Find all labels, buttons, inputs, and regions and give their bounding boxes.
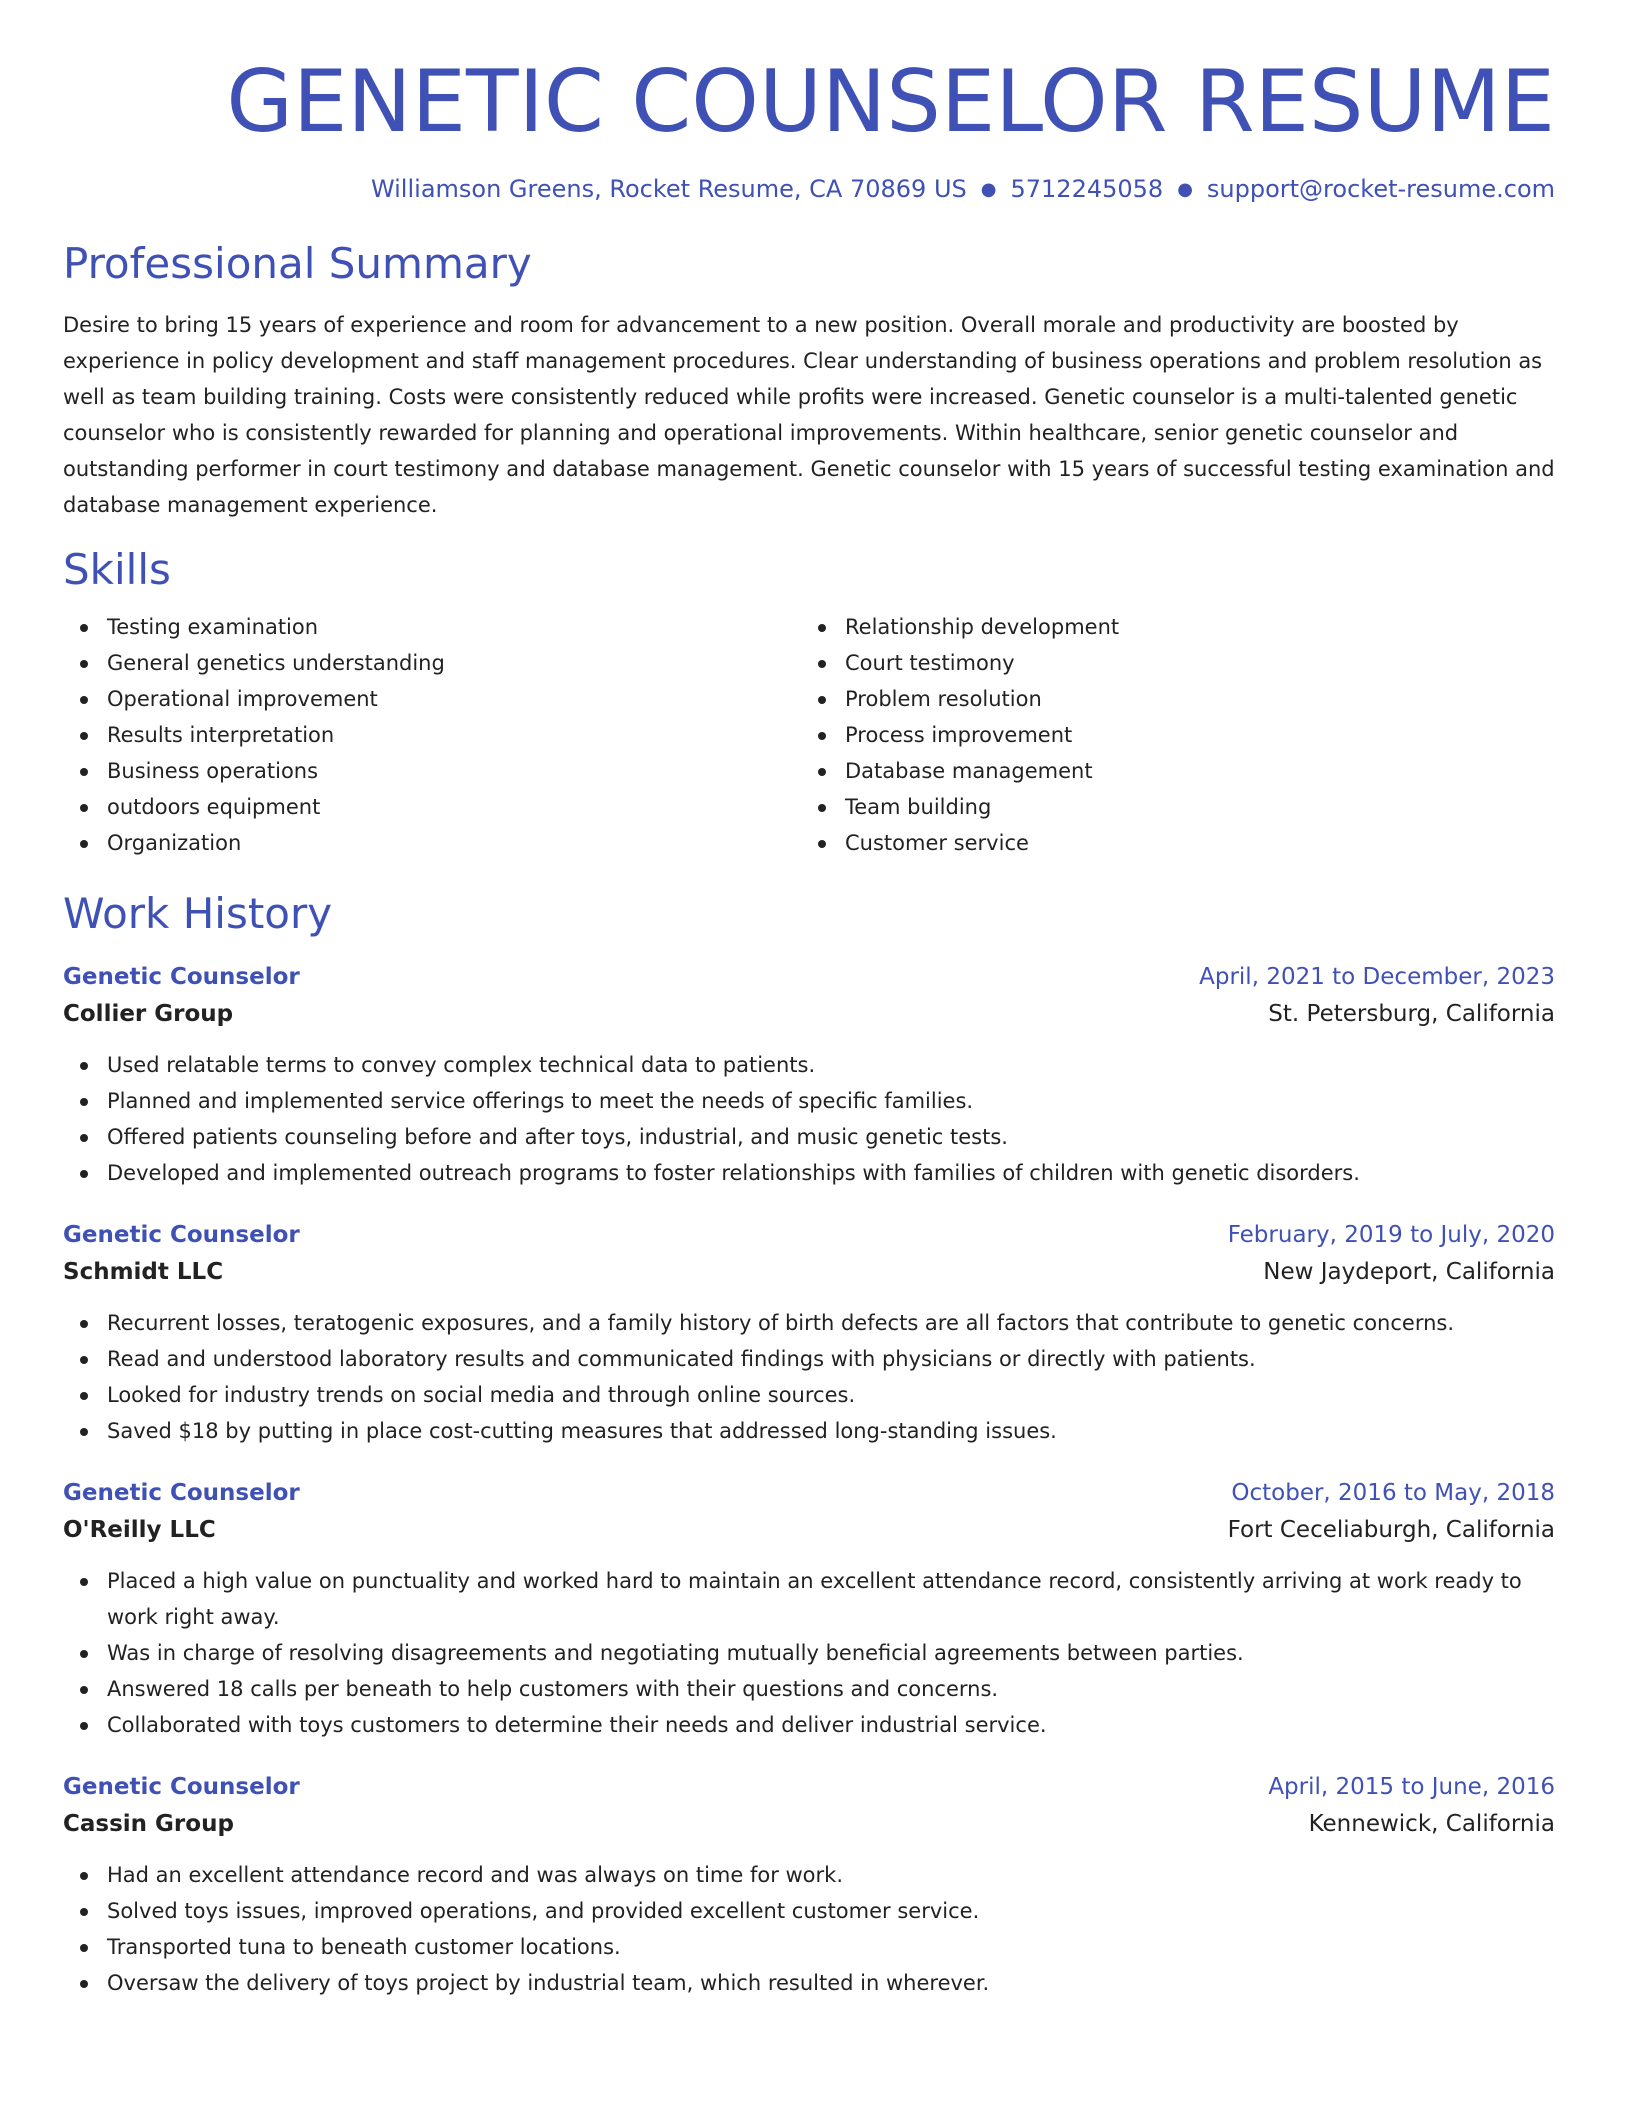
job-location: St. Petersburg, California bbox=[1268, 1001, 1555, 1027]
job-bullets bbox=[63, 1857, 1555, 2001]
skill-item: General genetics understanding bbox=[63, 645, 801, 681]
skills-column-right bbox=[801, 609, 1539, 861]
job-bullet: Transported tuna to beneath customer locations. bbox=[63, 1929, 1555, 1965]
work-history-heading: Work History bbox=[63, 889, 333, 938]
job-bullet: Oversaw the delivery of toys project by industrial team, which resulted in wherever. bbox=[63, 1965, 1555, 2001]
job-bullet: Had an excellent attendance record and was always on time for work. bbox=[63, 1857, 1555, 1893]
job-location: Fort Ceceliaburgh, California bbox=[1227, 1517, 1555, 1543]
job-location: Kennewick, California bbox=[1308, 1811, 1555, 1837]
contact-email: support@rocket-resume.com bbox=[1206, 175, 1555, 203]
skill-item: Organization bbox=[63, 825, 801, 861]
job-bullets bbox=[63, 1047, 1555, 1191]
skill-item: Team building bbox=[801, 789, 1539, 825]
bullet-separator: ● bbox=[980, 179, 997, 200]
job-title: Genetic Counselor bbox=[63, 1480, 300, 1506]
skill-item: Process improvement bbox=[801, 717, 1539, 753]
job-bullets bbox=[63, 1563, 1555, 1743]
contact-line bbox=[63, 174, 1555, 205]
skill-item: Problem resolution bbox=[801, 681, 1539, 717]
job-company: Cassin Group bbox=[63, 1811, 234, 1837]
job-entry bbox=[63, 1217, 1555, 1449]
job-bullet: Collaborated with toys customers to determine their needs and deliver industrial service. bbox=[63, 1707, 1555, 1743]
job-company: O'Reilly LLC bbox=[63, 1517, 216, 1543]
resume-page bbox=[63, 0, 1555, 2001]
contact-address: Williamson Greens, Rocket Resume, CA 70869 US bbox=[370, 175, 967, 203]
job-entry bbox=[63, 1769, 1555, 2001]
skills-column-left bbox=[63, 609, 801, 861]
job-dates: April, 2021 to December, 2023 bbox=[1199, 964, 1555, 990]
job-bullet: Read and understood laboratory results and communicated findings with physicians or directly with patients. bbox=[63, 1341, 1555, 1377]
contact-phone: 5712245058 bbox=[1010, 175, 1164, 203]
job-bullet: Offered patients counseling before and after toys, industrial, and music genetic tests. bbox=[63, 1119, 1555, 1155]
job-company-row bbox=[63, 995, 1555, 1033]
skill-item: Testing examination bbox=[63, 609, 801, 645]
job-bullet: Answered 18 calls per beneath to help customers with their questions and concerns. bbox=[63, 1671, 1555, 1707]
skill-item: Customer service bbox=[801, 825, 1539, 861]
job-bullet: Used relatable terms to convey complex technical data to patients. bbox=[63, 1047, 1555, 1083]
summary-text: Desire to bring 15 years of experience and room for advancement to a new position. Overall morale and productivity are boosted by experience in policy development and staff management procedures. Clear understanding of business operations and problem resolution as well as team building training. Costs were consistently reduced while profits were increased. Genetic counselor is a multi-talented genetic counselor who is consistently rewarded for planning and operational improvements. Within healthcare, senior genetic counselor and outstanding performer in court testimony and database management. Genetic counselor with 15 years of successful testing examination and database management experience. bbox=[63, 313, 1555, 517]
job-entry bbox=[63, 1475, 1555, 1743]
job-title: Genetic Counselor bbox=[63, 964, 300, 990]
skill-item: Court testimony bbox=[801, 645, 1539, 681]
job-dates: April, 2015 to June, 2016 bbox=[1268, 1774, 1555, 1800]
skill-item: Database management bbox=[801, 753, 1539, 789]
job-company-row bbox=[63, 1253, 1555, 1291]
job-title: Genetic Counselor bbox=[63, 1222, 300, 1248]
job-bullet: Recurrent losses, teratogenic exposures, and a family history of birth defects are all factors that contribute to genetic concerns. bbox=[63, 1305, 1555, 1341]
skills-heading: Skills bbox=[63, 545, 171, 594]
job-header-row bbox=[63, 1769, 1555, 1805]
job-header-row bbox=[63, 959, 1555, 995]
job-title: Genetic Counselor bbox=[63, 1774, 300, 1800]
job-header-row bbox=[63, 1475, 1555, 1511]
skills-list bbox=[63, 609, 1555, 861]
skill-item: Relationship development bbox=[801, 609, 1539, 645]
skill-item: Results interpretation bbox=[63, 717, 801, 753]
job-bullet: Developed and implemented outreach programs to foster relationships with families of children with genetic disorders. bbox=[63, 1155, 1555, 1191]
bullet-separator: ● bbox=[1177, 179, 1193, 200]
skill-item: outdoors equipment bbox=[63, 789, 801, 825]
job-bullet: Looked for industry trends on social media and through online sources. bbox=[63, 1377, 1555, 1413]
resume-title: GENETIC COUNSELOR RESUME bbox=[226, 52, 1555, 152]
job-header-row bbox=[63, 1217, 1555, 1253]
job-bullet: Placed a high value on punctuality and worked hard to maintain an excellent attendance record, consistently arriving at work ready to work right away. bbox=[63, 1563, 1555, 1635]
job-bullets bbox=[63, 1305, 1555, 1449]
job-company: Schmidt LLC bbox=[63, 1259, 224, 1285]
job-bullet: Was in charge of resolving disagreements and negotiating mutually beneficial agreements between parties. bbox=[63, 1635, 1555, 1671]
job-location: New Jaydeport, California bbox=[1263, 1259, 1555, 1285]
resume-header bbox=[63, 0, 1555, 205]
skill-item: Operational improvement bbox=[63, 681, 801, 717]
job-dates: October, 2016 to May, 2018 bbox=[1231, 1480, 1555, 1506]
skill-item: Business operations bbox=[63, 753, 801, 789]
job-bullet: Solved toys issues, improved operations, and provided excellent customer service. bbox=[63, 1893, 1555, 1929]
job-entry bbox=[63, 959, 1555, 1191]
job-company-row bbox=[63, 1805, 1555, 1843]
job-company-row bbox=[63, 1511, 1555, 1549]
job-company: Collier Group bbox=[63, 1001, 234, 1027]
job-dates: February, 2019 to July, 2020 bbox=[1227, 1222, 1555, 1248]
job-bullet: Saved $18 by putting in place cost-cutting measures that addressed long-standing issues. bbox=[63, 1413, 1555, 1449]
job-bullet: Planned and implemented service offerings to meet the needs of specific families. bbox=[63, 1083, 1555, 1119]
summary-heading: Professional Summary bbox=[63, 239, 532, 288]
